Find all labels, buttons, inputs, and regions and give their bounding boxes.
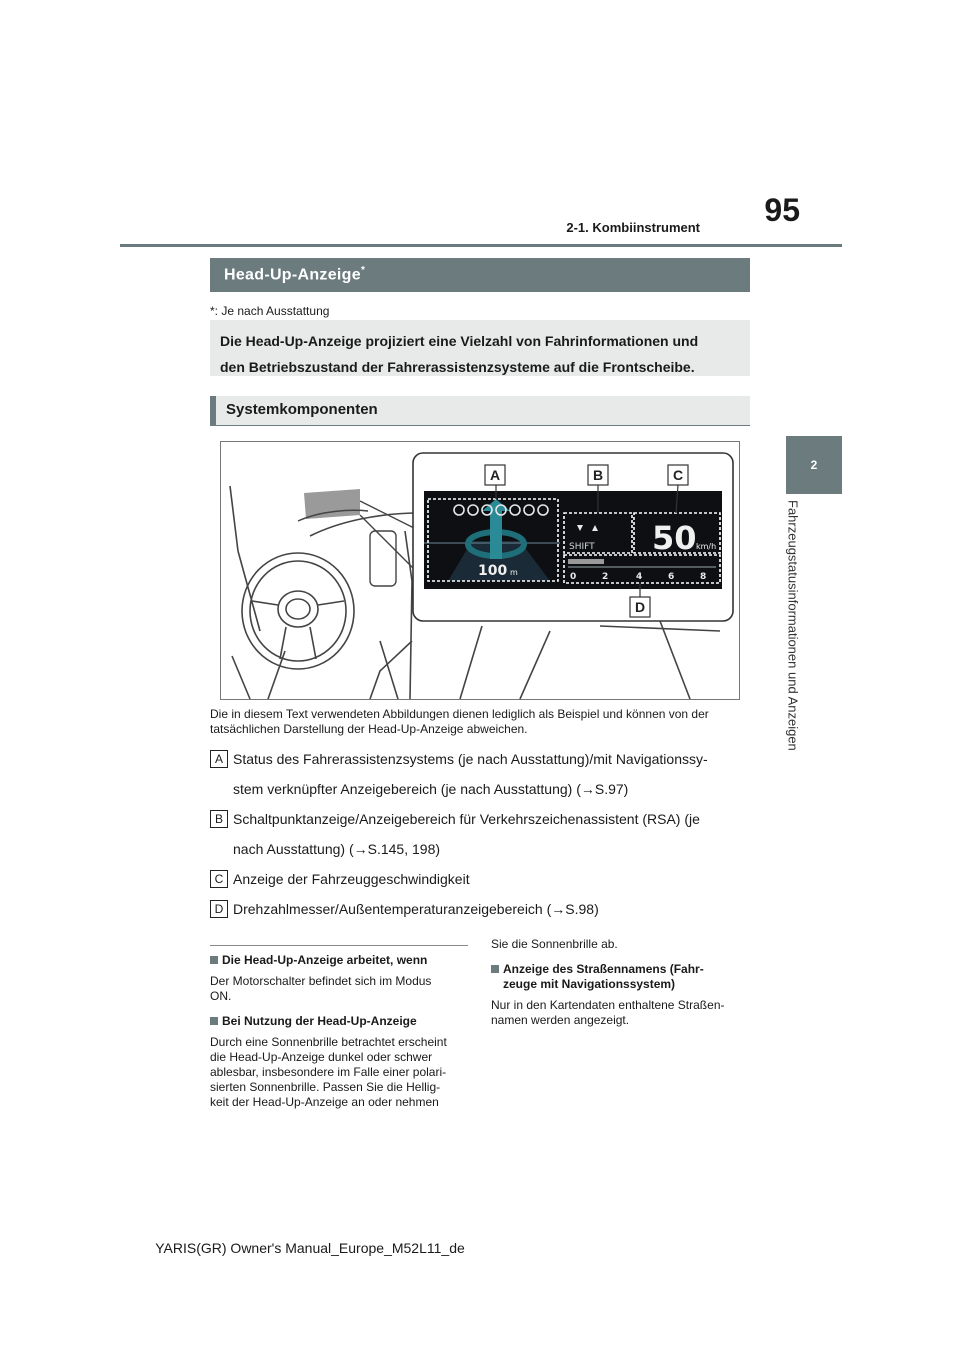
intro-line: den Betriebszustand der Fahrerassistenzsysteme auf die Frontscheibe.: [220, 359, 695, 375]
note-body: [491, 998, 751, 1028]
chapter-title-text: Fahrzeugstatusinformationen und Anzeigen: [785, 500, 801, 751]
page-title-bar: [210, 258, 750, 292]
notes-rule: [210, 945, 468, 946]
hud-projector: [304, 489, 360, 519]
note-heading: [491, 962, 751, 992]
hud-distance: 100: [478, 563, 508, 579]
tach-tick-label: 6: [668, 572, 675, 582]
subheading-text: Systemkomponenten: [226, 401, 378, 418]
item-line: Schaltpunktanzeige/Anzeigebereich für Verkehrszeichenassistent (RSA) (je: [233, 811, 700, 827]
list-item: [210, 804, 755, 864]
tach-tick-label: 8: [700, 572, 707, 582]
subheading-systemkomponenten: [210, 396, 750, 426]
hud-speed: 50: [652, 519, 697, 557]
note-line: Durch eine Sonnenbrille betrachtet erscheint: [210, 1035, 447, 1049]
intro-box: [210, 320, 750, 376]
notes-left: [210, 953, 470, 1110]
page-title: [224, 265, 365, 284]
notes-right: [491, 937, 751, 1028]
chapter-tab: 2: [786, 436, 842, 494]
note-line: namen werden angezeigt.: [491, 1013, 630, 1027]
footnote: *: Je nach Ausstattung: [210, 304, 330, 318]
item-line: stem verknüpfter Anzeigebereich (je nach Ausstattung) (→S.97): [233, 781, 629, 797]
list-item: [210, 744, 755, 804]
component-list: [210, 744, 755, 924]
header-rule: [120, 244, 842, 247]
list-item: [210, 864, 755, 894]
tach-tick-label: 0: [570, 572, 577, 582]
note-line: sierten Sonnenbrille. Passen Sie die Hellig-: [210, 1080, 441, 1094]
item-line: Anzeige der Fahrzeuggeschwindigkeit: [233, 871, 470, 887]
callout-b: B: [592, 467, 604, 483]
note-line: Der Motorschalter befindet sich im Modus: [210, 974, 432, 988]
tach-tick-label: 4: [636, 572, 643, 582]
note-line: die Head-Up-Anzeige dunkel oder schwer: [210, 1050, 433, 1064]
hud-speed-unit: km/h: [696, 542, 717, 551]
tach-bar: [568, 559, 604, 564]
hud-illustration: [220, 441, 740, 700]
list-item: [210, 894, 755, 924]
section-label: 2-1. Kombiinstrument: [566, 220, 700, 235]
note-body: [210, 974, 470, 1004]
intro-text: [220, 328, 740, 380]
tach-tick-label: 2: [602, 572, 609, 582]
note-line: ablesbar, insbesondere im Falle einer polari-: [210, 1065, 447, 1079]
chapter-title: [781, 500, 805, 780]
page-title-text: Head-Up-Anzeige: [224, 266, 361, 284]
item-line: Status des Fahrerassistenzsystems (je nach Ausstattung)/mit Navigationssy-: [233, 751, 708, 767]
footer: [0, 1240, 960, 1256]
item-line: nach Ausstattung) (→S.145, 198): [233, 841, 441, 857]
footer-text: YARIS(GR) Owner's Manual_Europe_M52L11_de: [155, 1240, 465, 1256]
footnote-marker: *: [360, 265, 366, 276]
item-letter: A: [210, 750, 228, 768]
figure-caption: [210, 707, 750, 737]
callout-a: A: [489, 467, 501, 483]
callout-c: C: [672, 467, 684, 483]
hud-distance-unit: m: [510, 568, 518, 577]
note-continuation: Sie die Sonnenbrille ab.: [491, 937, 618, 951]
intro-line: Die Head-Up-Anzeige projiziert eine Vielzahl von Fahrinformationen und: [220, 333, 699, 349]
item-letter: C: [210, 870, 228, 888]
note-heading-line: zeuge mit Navigationssystem): [503, 977, 676, 991]
item-line: Drehzahlmesser/Außentemperaturanzeigebereich (→S.98): [233, 901, 599, 917]
item-letter: B: [210, 810, 228, 828]
hud-shift: SHIFT: [569, 542, 595, 552]
note-line: Nur in den Kartendaten enthaltene Straßen-: [491, 998, 725, 1012]
note-line: keit der Head-Up-Anzeige an oder nehmen: [210, 1095, 439, 1109]
page-number: 95: [764, 192, 800, 228]
caption-line: Die in diesem Text verwendeten Abbildungen dienen lediglich als Beispiel und können von der: [210, 707, 709, 721]
item-letter: D: [210, 900, 228, 918]
note-heading: Bei Nutzung der Head-Up-Anzeige: [210, 1014, 470, 1029]
note-body: [210, 1035, 470, 1110]
caption-line: tatsächlichen Darstellung der Head-Up-Anzeige abweichen.: [210, 722, 528, 736]
note-line: ON.: [210, 989, 232, 1003]
callout-d: D: [634, 599, 646, 615]
note-heading-line: Anzeige des Straßennamens (Fahr-: [503, 962, 704, 976]
note-heading: Die Head-Up-Anzeige arbeitet, wenn: [210, 953, 470, 968]
